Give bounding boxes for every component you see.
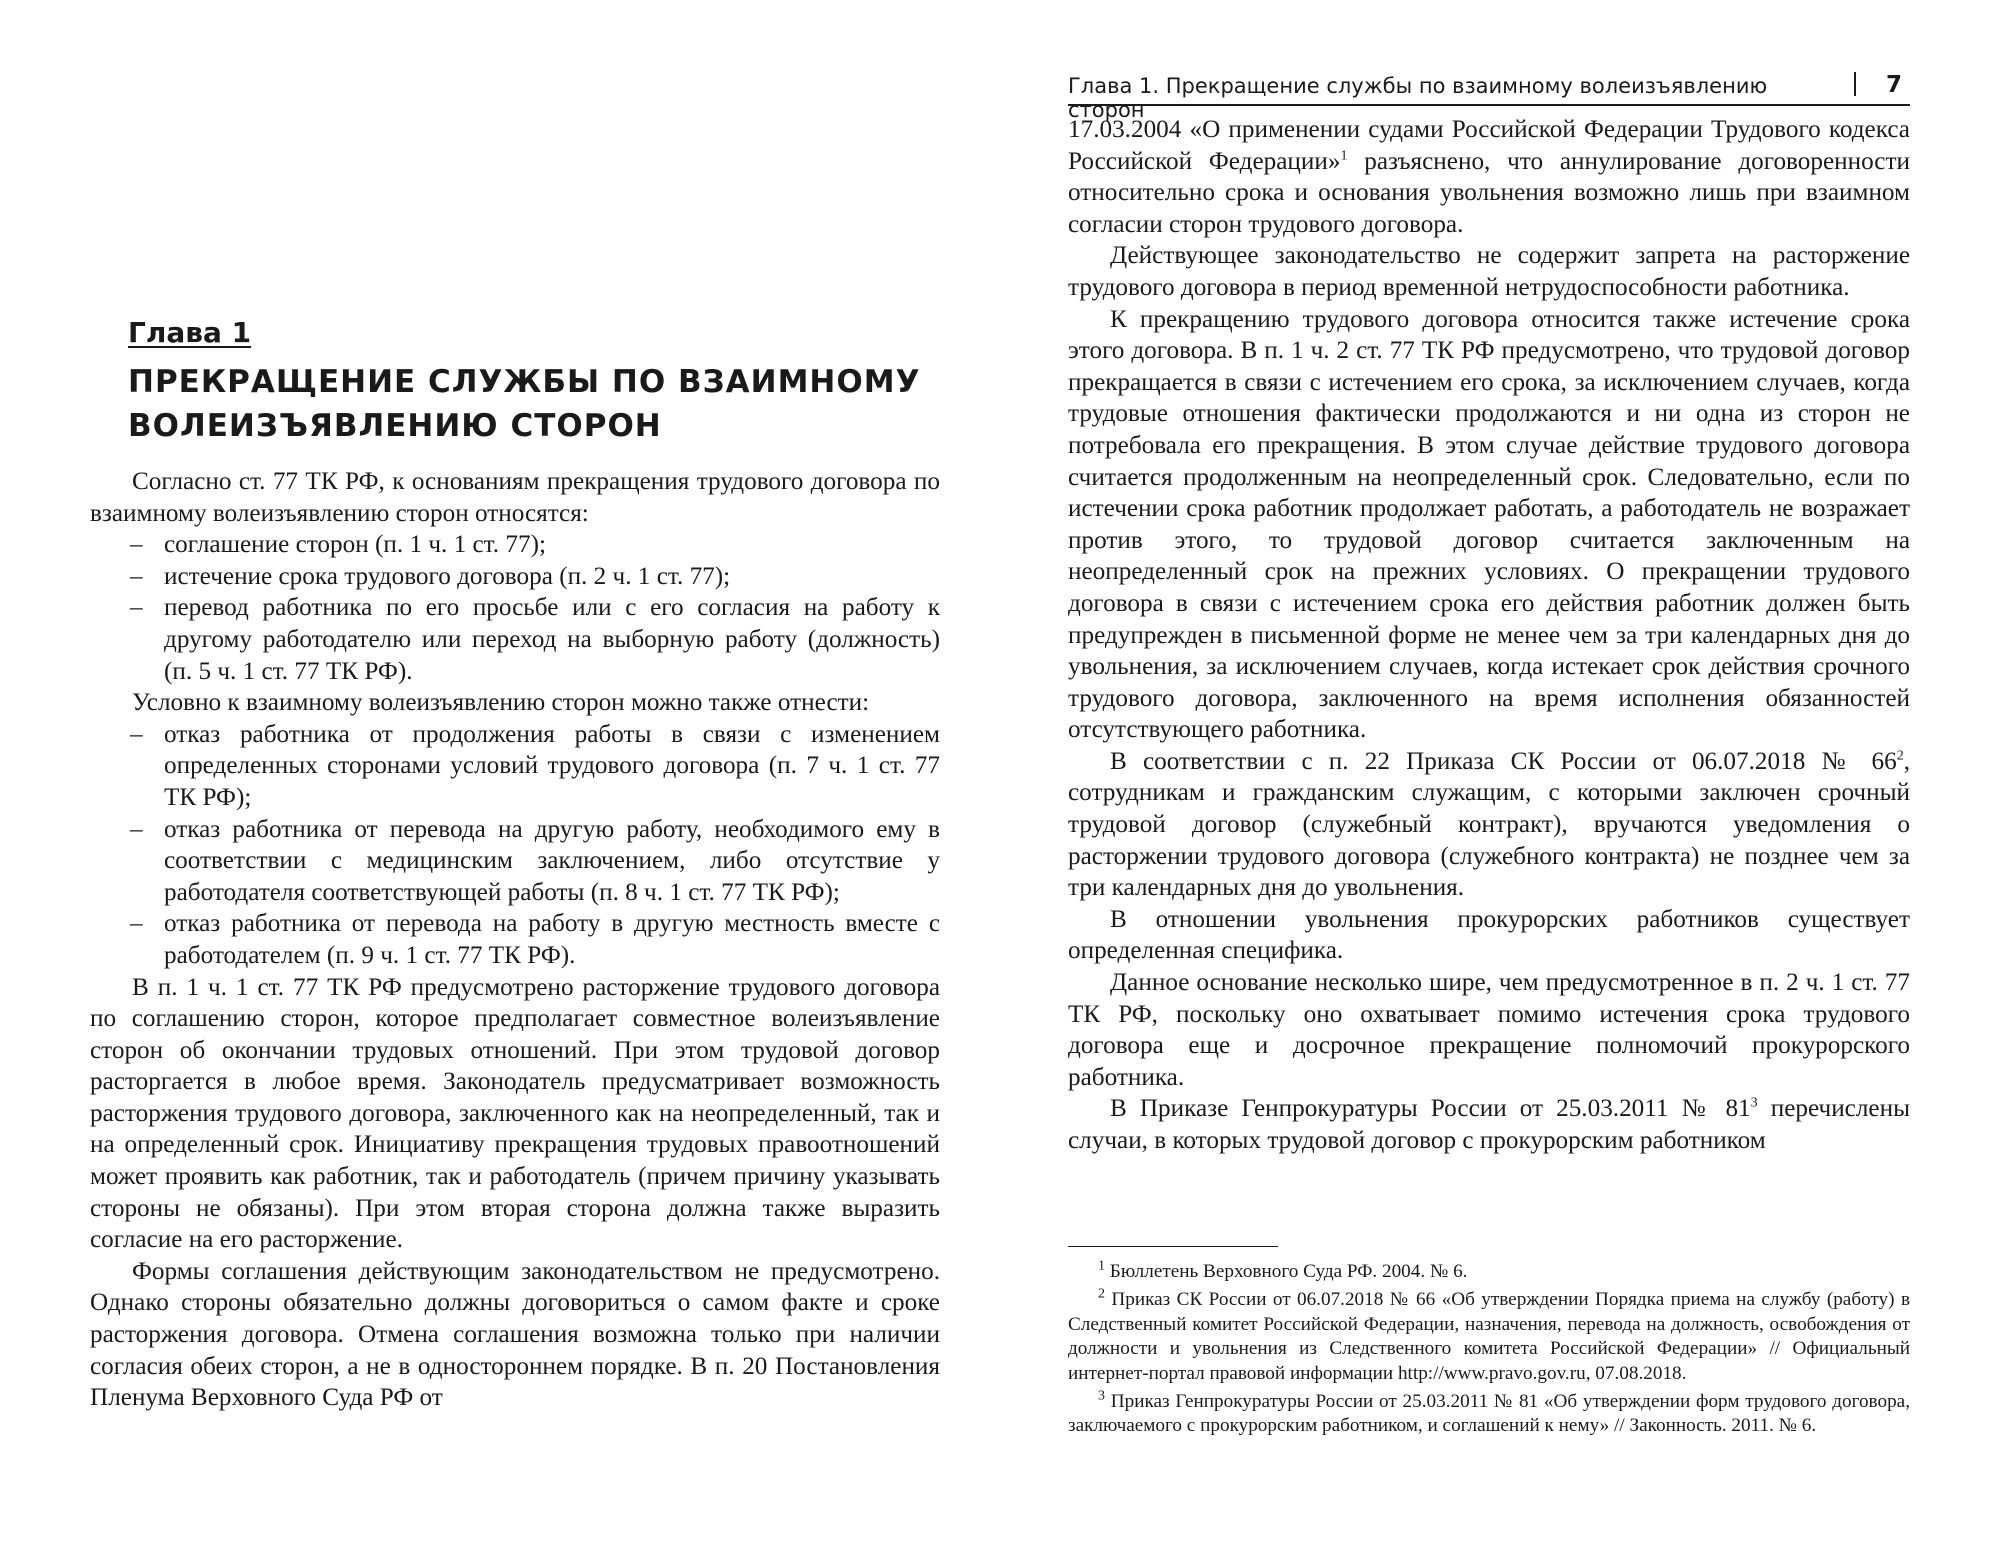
list-item: – отказ работника от продолжения работы в связи с изменением определенных сторонами условий трудового договора (п. 7 ч. 1 ст. 77 ТК РФ);: [90, 719, 940, 814]
chapter-heading-line-1: ПРЕКРАЩЕНИЕ СЛУЖБЫ ПО ВЗАИМНОМУ: [128, 364, 921, 400]
paragraph-expiry: К прекращению трудового договора относится также истечение срока этого договора. В п. 1 ч. 2 ст. 77 ТК РФ предусмотрено, что трудовой договор прекращается в связи с истечением его срока, за исключением случаев, когда трудовые отношения фактически продолжаются и ни одна из сторон не потребовала его прекращения. В этом случае действие трудового договора считается продолженным на неопределенный срок. Следовательно, если по истечении срока работник продолжает работать, а работодатель не возражает против этого, то трудовой договор считается заключенным на неопределенный срок на прежних условиях. О прекращении трудового договора в связи с истечением срока его действия работник должен быть предупрежден в письменной форме не менее чем за три календарных дня до увольнения, за исключением случаев, когда истекает срок действия срочного трудового договора, заключенного на время исполнения обязанностей отсутствующего работника.: [1068, 305, 1910, 744]
paragraph-sk-order: [1068, 746, 1910, 904]
footnote-ref: 1: [1340, 148, 1348, 164]
text-run: разъяснено, что аннулирование договоренности относительно срока и основания увольнения возможно лишь при взаимном согласии сторон трудового договора.: [1068, 147, 1910, 238]
running-header-title: Глава 1. Прекращение службы по взаимному волеизъявлению сторон: [1068, 74, 1768, 122]
page-number: 7: [1885, 72, 1902, 98]
footnotes: [1068, 1260, 1910, 1443]
text-run: В Приказе Генпрокуратуры России от 25.03.2011 № 81: [1110, 1095, 1751, 1123]
right-page: [1068, 0, 1910, 1557]
footnote: [1068, 1390, 1910, 1439]
footnote-number: 2: [1098, 1287, 1105, 1303]
footnote-text: Приказ СК России от 06.07.2018 № 66 «Об утверждении Порядка приема на службу (работу) в Следственный комитет Российской Федерации, назначения, перевода на должность, освобождения от должности и увольнения из Следственного комитета Российской Федерации» // Официальный интернет-портал правовой информации http://www.pravo.gov.ru, 07.08.2018.: [1068, 1289, 1910, 1384]
chapter-heading-line-2: ВОЛЕИЗЪЯВЛЕНИЮ СТОРОН: [128, 408, 662, 444]
paragraph-agreement: В п. 1 ч. 1 ст. 77 ТК РФ предусмотрено расторжение трудового договора по соглашению сторон, которое предполагает совместное волеизъявление сторон об окончании трудовых отношений. При этом трудовой договор расторгается в любое время. Законодатель предусматривает возможность расторжения трудового договора, заключенного как на неопределенный, так и на определенный срок. Инициативу прекращения трудовых правоотношений может проявить как работник, так и работодатель (причем причину указывать стороны не обязаны). При этом вторая сторона должна также выразить согласие на его расторжение.: [90, 973, 940, 1254]
list-item: – отказ работника от перевода на работу в другую местность вместе с работодателем (п. 9 ч. 1 ст. 77 ТК РФ).: [90, 908, 940, 971]
paragraph-genprok: [1068, 1093, 1910, 1156]
footnote: [1068, 1260, 1910, 1284]
list-item-text: отказ работника от перевода на работу в другую местность вместе с работодателем (п. 9 ч. 1 ст. 77 ТК РФ).: [164, 910, 940, 969]
list-item-text: истечение срока трудового договора (п. 2 ч. 1 ст. 77);: [164, 562, 731, 590]
text-run: , сотрудникам и гражданским служащим, с которыми заключен срочный трудовой договор (служебный контракт), вручаются уведомления о расторжении трудового договора (служебного контракта) не позднее чем за три календарных дня до увольнения.: [1068, 747, 1910, 902]
list-item-text: соглашение сторон (п. 1 ч. 1 ст. 77);: [164, 531, 546, 559]
list-item-text: отказ работника от продолжения работы в связи с изменением определенных сторонами условий трудового договора (п. 7 ч. 1 ст. 77 ТК РФ);: [164, 720, 940, 811]
list-item: – перевод работника по его просьбе или с его согласия на работу к другому работодателю или переход на выборную работу (должность) (п. 5 ч. 1 ст. 77 ТК РФ).: [90, 592, 940, 687]
footnote-text: Приказ Генпрокуратуры России от 25.03.2011 № 81 «Об утверждении форм трудового договора, заключаемого с прокурорским работником, и соглашений к нему» // Законность. 2011. № 6.: [1068, 1391, 1910, 1437]
right-body-text: [1068, 114, 1910, 1157]
list-item: – соглашение сторон (п. 1 ч. 1 ст. 77);: [90, 529, 940, 561]
footnote-ref: 3: [1750, 1096, 1758, 1112]
footnote-divider: [1068, 1246, 1278, 1247]
footnote-text: Бюллетень Верховного Суда РФ. 2004. № 6.: [1105, 1261, 1468, 1282]
paragraph-conditional: Условно к взаимному волеизъявлению сторон можно также отнести:: [132, 689, 870, 717]
footnote: [1068, 1288, 1910, 1386]
running-header: [1068, 70, 1910, 122]
text-run: В соответствии с п. 22 Приказа СК России от 06.07.2018 № 66: [1110, 747, 1897, 775]
left-page: [90, 0, 950, 1557]
text-run: 17.03.2004 «О применении судами Российской Федерации Трудового кодекса Российской Федерации»: [1068, 116, 1910, 175]
paragraph-continuation: [1068, 114, 1910, 240]
footnote-number: 3: [1098, 1388, 1105, 1404]
list-item: – истечение срока трудового договора (п. 2 ч. 1 ст. 77);: [90, 561, 940, 593]
paragraph-prosecutor: В отношении увольнения прокурорских работников существует определенная специфика.: [1068, 905, 1910, 965]
header-separator: [1854, 72, 1856, 96]
left-body-text: [90, 466, 940, 1414]
paragraph-forms: Формы соглашения действующим законодательством не предусмотрено. Однако стороны обязательно должны договориться о самом факте и сроке расторжения договора. Отмена соглашения возможна только при наличии согласия обеих сторон, а не в одностороннем порядке. В п. 20 Постановления Пленума Верховного Суда РФ от: [90, 1257, 940, 1412]
list-item-text: отказ работника от перевода на другую работу, необходимого ему в соответствии с медицинским заключением, либо отсутствие у работодателя соответствующей работы (п. 8 ч. 1 ст. 77 ТК РФ);: [164, 815, 940, 906]
list-item: – отказ работника от перевода на другую работу, необходимого ему в соответствии с медицинским заключением, либо отсутствие у работодателя соответствующей работы (п. 8 ч. 1 ст. 77 ТК РФ);: [90, 814, 940, 909]
footnote-number: 1: [1098, 1258, 1105, 1274]
chapter-label: Глава 1: [128, 316, 252, 349]
paragraph-basis: Данное основание несколько шире, чем предусмотренное в п. 2 ч. 1 ст. 77 ТК РФ, поскольку оно охватывает помимо истечения срока трудового договора еще и досрочное прекращение полномочий прокурорского работника.: [1068, 969, 1910, 1091]
chapter-heading: [128, 360, 948, 448]
text-run: перечислены случаи, в которых трудовой договор с прокурорским работником: [1068, 1095, 1911, 1154]
list-item-text: перевод работника по его просьбе или с его согласия на работу к другому работодателю или переход на выборную работу (должность) (п. 5 ч. 1 ст. 77 ТК РФ).: [164, 594, 940, 685]
paragraph-law: Действующее законодательство не содержит запрета на расторжение трудового договора в период временной нетрудоспособности работника.: [1068, 242, 1910, 301]
paragraph-intro: Согласно ст. 77 ТК РФ, к основаниям прекращения трудового договора по взаимному волеизъявлению сторон относятся:: [90, 468, 940, 527]
footnote-ref: 2: [1896, 748, 1904, 764]
